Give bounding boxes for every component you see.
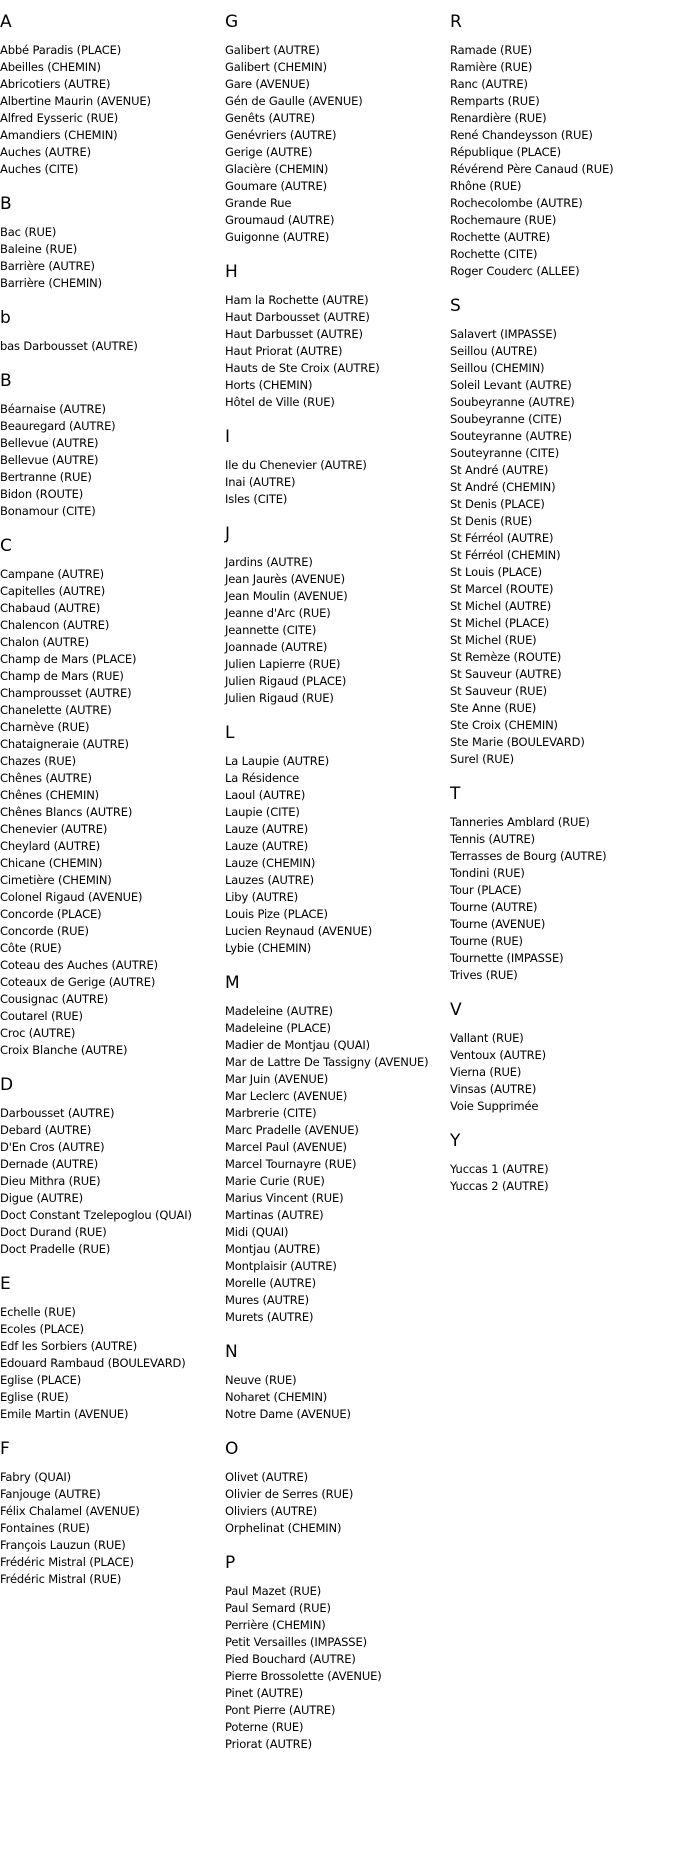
street-item: Rochette (AUTRE) — [450, 230, 551, 244]
street-item: Abricotiers (AUTRE) — [0, 77, 111, 91]
street-item: Rochette (CITE) — [450, 247, 538, 261]
street-item: Souteyranne (AUTRE) — [450, 429, 572, 443]
street-item: Madier de Montjau (QUAI) — [225, 1038, 370, 1052]
street-list — [0, 338, 222, 355]
street-item: Gerige (AUTRE) — [225, 145, 313, 159]
street-item: St Michel (PLACE) — [450, 616, 550, 630]
street-list — [225, 1469, 447, 1537]
street-item: Ile du Chenevier (AUTRE) — [225, 458, 367, 472]
street-item: Ecoles (PLACE) — [0, 1322, 84, 1336]
street-item: Roger Couderc (ALLEE) — [450, 264, 580, 278]
street-item: St Remèze (ROUTE) — [450, 650, 562, 664]
street-item: Gén de Gaulle (AVENUE) — [225, 94, 363, 108]
street-item: Coutarel (RUE) — [0, 1009, 83, 1023]
street-item: Croc (AUTRE) — [0, 1026, 76, 1040]
street-item: Champ de Mars (RUE) — [0, 669, 124, 683]
street-item: Ste Anne (RUE) — [450, 701, 537, 715]
street-item: Cimetière (CHEMIN) — [0, 873, 112, 887]
section-letter-heading: R — [450, 12, 462, 32]
street-item: St Férréol (AUTRE) — [450, 531, 554, 545]
street-item: Salavert (IMPASSE) — [450, 327, 557, 341]
street-item: Dernade (AUTRE) — [0, 1157, 99, 1171]
street-item: St Sauveur (AUTRE) — [450, 667, 562, 681]
street-item: Neuve (RUE) — [225, 1373, 297, 1387]
section-letter-heading: V — [450, 1000, 462, 1020]
street-item: Haut Darbousset (AUTRE) — [225, 310, 370, 324]
section-letter-heading: b — [0, 308, 11, 328]
street-item: Pied Bouchard (AUTRE) — [225, 1652, 356, 1666]
street-item: Doct Pradelle (RUE) — [0, 1242, 111, 1256]
street-list — [0, 566, 222, 1059]
street-item: Midi (QUAI) — [225, 1225, 289, 1239]
street-list — [0, 1469, 222, 1588]
letter-section — [0, 12, 222, 178]
street-item: Capitelles (AUTRE) — [0, 584, 106, 598]
section-letter-heading: M — [225, 973, 240, 993]
street-item: Coteau des Auches (AUTRE) — [0, 958, 158, 972]
letter-section — [225, 1439, 447, 1537]
street-item: Eglise (PLACE) — [0, 1373, 82, 1387]
street-item: Dieu Mithra (RUE) — [0, 1174, 101, 1188]
street-item: St Sauveur (RUE) — [450, 684, 547, 698]
letter-section — [450, 12, 672, 280]
street-item: Bidon (ROUTE) — [0, 487, 84, 501]
street-item: Digue (AUTRE) — [0, 1191, 83, 1205]
street-item: Baleine (RUE) — [0, 242, 78, 256]
street-item: Bonamour (CITE) — [0, 504, 96, 518]
street-list — [0, 1304, 222, 1423]
street-item: Guigonne (AUTRE) — [225, 230, 330, 244]
street-list — [450, 1030, 672, 1115]
street-item: La Résidence — [225, 771, 300, 785]
street-item: Priorat (AUTRE) — [225, 1737, 312, 1751]
street-item: Laupie (CITE) — [225, 805, 300, 819]
street-item: Montplaisir (AUTRE) — [225, 1259, 337, 1273]
street-item: Barrière (CHEMIN) — [0, 276, 102, 290]
street-item: St André (CHEMIN) — [450, 480, 556, 494]
street-item: Orphelinat (CHEMIN) — [225, 1521, 342, 1535]
street-item: Louis Pize (PLACE) — [225, 907, 328, 921]
street-item: Colonel Rigaud (AVENUE) — [0, 890, 143, 904]
street-item: Hôtel de Ville (RUE) — [225, 395, 335, 409]
street-item: Ramière (RUE) — [450, 60, 533, 74]
street-item: Edf les Sorbiers (AUTRE) — [0, 1339, 138, 1353]
street-item: Paul Semard (RUE) — [225, 1601, 331, 1615]
street-index-column-2 — [225, 0, 447, 1769]
street-item: Côte (RUE) — [0, 941, 62, 955]
section-letter-heading: C — [0, 536, 12, 556]
street-item: Groumaud (AUTRE) — [225, 213, 335, 227]
section-letter-heading: T — [450, 784, 461, 804]
letter-section — [225, 973, 447, 1326]
street-item: Pierre Brossolette (AVENUE) — [225, 1669, 382, 1683]
section-letter-heading: Y — [450, 1131, 461, 1151]
street-item: Renardière (RUE) — [450, 111, 547, 125]
letter-section — [450, 784, 672, 984]
street-item: Edouard Rambaud (BOULEVARD) — [0, 1356, 186, 1370]
street-item: Genêts (AUTRE) — [225, 111, 315, 125]
street-item: Campane (AUTRE) — [0, 567, 104, 581]
street-item: Abbé Paradis (PLACE) — [0, 43, 122, 57]
street-item: Marie Curie (RUE) — [225, 1174, 325, 1188]
street-list — [225, 292, 447, 411]
street-item: Rhône (RUE) — [450, 179, 522, 193]
street-item: Cousignac (AUTRE) — [0, 992, 109, 1006]
street-item: Liby (AUTRE) — [225, 890, 299, 904]
letter-section — [225, 723, 447, 957]
street-item: Laoul (AUTRE) — [225, 788, 306, 802]
street-item: Montjau (AUTRE) — [225, 1242, 321, 1256]
street-item: Ste Marie (BOULEVARD) — [450, 735, 585, 749]
street-list — [450, 814, 672, 984]
street-item: Chabaud (AUTRE) — [0, 601, 101, 615]
street-item: Ventoux (AUTRE) — [450, 1048, 546, 1062]
section-letter-heading: B — [0, 371, 12, 391]
street-item: Fanjouge (AUTRE) — [0, 1487, 101, 1501]
street-item: D'En Cros (AUTRE) — [0, 1140, 105, 1154]
street-list — [225, 554, 447, 707]
street-item: Gare (AVENUE) — [225, 77, 310, 91]
street-item: Chalon (AUTRE) — [0, 635, 89, 649]
street-item: Albertine Maurin (AVENUE) — [0, 94, 151, 108]
street-item: Lucien Reynaud (AVENUE) — [225, 924, 373, 938]
street-item: Perrière (CHEMIN) — [225, 1618, 326, 1632]
letter-section — [0, 536, 222, 1059]
street-list — [0, 224, 222, 292]
street-item: Barrière (AUTRE) — [0, 259, 95, 273]
street-list — [450, 326, 672, 768]
street-item: Genévriers (AUTRE) — [225, 128, 337, 142]
street-list — [225, 1372, 447, 1423]
street-list — [0, 1105, 222, 1258]
street-item: Mar Juin (AVENUE) — [225, 1072, 329, 1086]
street-item: Voie Supprimée — [450, 1099, 539, 1113]
street-item: Chênes (AUTRE) — [0, 771, 92, 785]
street-item: Madeleine (PLACE) — [225, 1021, 331, 1035]
letter-section — [450, 1131, 672, 1195]
street-item: Chicane (CHEMIN) — [0, 856, 103, 870]
street-item: Soubeyranne (CITE) — [450, 412, 562, 426]
street-item: Hauts de Ste Croix (AUTRE) — [225, 361, 380, 375]
street-item: Jeanne d'Arc (RUE) — [225, 606, 331, 620]
section-letter-heading: N — [225, 1342, 238, 1362]
street-item: Concorde (RUE) — [0, 924, 89, 938]
street-item: Julien Rigaud (PLACE) — [225, 674, 347, 688]
street-item: bas Darbousset (AUTRE) — [0, 339, 138, 353]
street-item: François Lauzun (RUE) — [0, 1538, 126, 1552]
street-item: Frédéric Mistral (PLACE) — [0, 1555, 134, 1569]
street-item: Marc Pradelle (AVENUE) — [225, 1123, 359, 1137]
street-item: Remparts (RUE) — [450, 94, 540, 108]
street-item: Rochemaure (RUE) — [450, 213, 557, 227]
street-item: Ham la Rochette (AUTRE) — [225, 293, 369, 307]
street-index-column-1 — [0, 0, 222, 1604]
letter-section — [225, 1342, 447, 1423]
street-item: Olivet (AUTRE) — [225, 1470, 308, 1484]
section-letter-heading: I — [225, 427, 231, 447]
street-item: Soleil Levant (AUTRE) — [450, 378, 572, 392]
street-item: Haut Darbusset (AUTRE) — [225, 327, 363, 341]
section-letter-heading: E — [0, 1274, 11, 1294]
street-item: Petit Versailles (IMPASSE) — [225, 1635, 367, 1649]
street-list — [225, 42, 447, 246]
street-item: Martinas (AUTRE) — [225, 1208, 324, 1222]
street-item: Soubeyranne (AUTRE) — [450, 395, 575, 409]
street-list — [225, 1583, 447, 1753]
street-item: St Michel (AUTRE) — [450, 599, 552, 613]
street-item: St Marcel (ROUTE) — [450, 582, 554, 596]
street-list — [225, 753, 447, 957]
section-letter-heading: G — [225, 12, 239, 32]
street-item: Eglise (RUE) — [0, 1390, 69, 1404]
street-list — [0, 42, 222, 178]
street-item: Lauzes (AUTRE) — [225, 873, 314, 887]
street-item: Lauze (AUTRE) — [225, 839, 309, 853]
street-item: Noharet (CHEMIN) — [225, 1390, 328, 1404]
street-item: Auches (AUTRE) — [0, 145, 91, 159]
letter-section — [450, 1000, 672, 1115]
letter-section — [0, 1274, 222, 1423]
section-letter-heading: J — [225, 524, 231, 544]
street-item: Ranc (AUTRE) — [450, 77, 528, 91]
street-item: Trives (RUE) — [450, 968, 518, 982]
street-item: Joannade (AUTRE) — [225, 640, 328, 654]
street-item: Seillou (CHEMIN) — [450, 361, 545, 375]
street-item: Doct Durand (RUE) — [0, 1225, 107, 1239]
street-item: Fontaines (RUE) — [0, 1521, 90, 1535]
street-item: Debard (AUTRE) — [0, 1123, 92, 1137]
street-item: Tondini (RUE) — [450, 866, 525, 880]
street-item: Chalencon (AUTRE) — [0, 618, 110, 632]
street-item: Jeannette (CITE) — [225, 623, 317, 637]
street-item: Terrasses de Bourg (AUTRE) — [450, 849, 607, 863]
letter-section — [0, 371, 222, 520]
section-letter-heading: A — [0, 12, 12, 32]
street-item: Tanneries Amblard (RUE) — [450, 815, 590, 829]
street-item: Tennis (AUTRE) — [450, 832, 536, 846]
street-item: Julien Lapierre (RUE) — [225, 657, 341, 671]
street-list — [225, 457, 447, 508]
street-item: Révérend Père Canaud (RUE) — [450, 162, 614, 176]
street-item: Darbousset (AUTRE) — [0, 1106, 115, 1120]
street-item: St Denis (PLACE) — [450, 497, 545, 511]
letter-section — [225, 1553, 447, 1753]
street-item: Galibert (CHEMIN) — [225, 60, 327, 74]
street-item: Ramade (RUE) — [450, 43, 532, 57]
section-letter-heading: O — [225, 1439, 239, 1459]
street-item: Chênes Blancs (AUTRE) — [0, 805, 133, 819]
street-item: Vinsas (AUTRE) — [450, 1082, 537, 1096]
street-item: Jean Jaurès (AVENUE) — [225, 572, 345, 586]
street-item: Oliviers (AUTRE) — [225, 1504, 318, 1518]
street-item: Madeleine (AUTRE) — [225, 1004, 333, 1018]
street-item: Charnève (RUE) — [0, 720, 90, 734]
street-item: Tourne (RUE) — [450, 934, 523, 948]
street-item: Yuccas 1 (AUTRE) — [450, 1162, 549, 1176]
street-item: Lauze (CHEMIN) — [225, 856, 316, 870]
letter-section — [0, 308, 222, 355]
street-item: Haut Priorat (AUTRE) — [225, 344, 343, 358]
street-item: Bertranne (RUE) — [0, 470, 92, 484]
street-item: Jean Moulin (AVENUE) — [225, 589, 348, 603]
street-item: Chenevier (AUTRE) — [0, 822, 108, 836]
street-item: Galibert (AUTRE) — [225, 43, 320, 57]
letter-section — [0, 194, 222, 292]
street-item: Bac (RUE) — [0, 225, 57, 239]
street-item: Glacière (CHEMIN) — [225, 162, 329, 176]
section-letter-heading: P — [225, 1553, 236, 1573]
street-list — [450, 1161, 672, 1195]
street-item: Seillou (AUTRE) — [450, 344, 538, 358]
street-item: Coteaux de Gerige (AUTRE) — [0, 975, 156, 989]
street-item: La Laupie (AUTRE) — [225, 754, 330, 768]
letter-section — [225, 262, 447, 411]
street-index-column-3 — [450, 0, 672, 1211]
street-item: Morelle (AUTRE) — [225, 1276, 316, 1290]
street-item: Alfred Eysseric (RUE) — [0, 111, 119, 125]
street-item: Yuccas 2 (AUTRE) — [450, 1179, 549, 1193]
street-item: Goumare (AUTRE) — [225, 179, 327, 193]
street-item: Doct Constant Tzelepoglou (QUAI) — [0, 1208, 192, 1222]
letter-section — [225, 524, 447, 707]
section-letter-heading: F — [0, 1439, 10, 1459]
section-letter-heading: L — [225, 723, 235, 743]
street-item: Cheylard (AUTRE) — [0, 839, 101, 853]
street-item: Bellevue (AUTRE) — [0, 436, 99, 450]
street-item: Lybie (CHEMIN) — [225, 941, 312, 955]
street-item: Tour (PLACE) — [450, 883, 522, 897]
street-item: Pont Pierre (AUTRE) — [225, 1703, 336, 1717]
street-item: Mar de Lattre De Tassigny (AVENUE) — [225, 1055, 429, 1069]
street-item: Félix Chalamel (AVENUE) — [0, 1504, 140, 1518]
street-item: St Denis (RUE) — [450, 514, 533, 528]
street-item: Lauze (AUTRE) — [225, 822, 309, 836]
letter-section — [0, 1075, 222, 1258]
street-item: Chanelette (AUTRE) — [0, 703, 112, 717]
street-item: Frédéric Mistral (RUE) — [0, 1572, 122, 1586]
street-item: Abeilles (CHEMIN) — [0, 60, 101, 74]
street-item: Mar Leclerc (AVENUE) — [225, 1089, 348, 1103]
street-item: Marius Vincent (RUE) — [225, 1191, 344, 1205]
street-item: Souteyranne (CITE) — [450, 446, 560, 460]
street-item: Chazes (RUE) — [0, 754, 76, 768]
street-item: Isles (CITE) — [225, 492, 288, 506]
section-letter-heading: D — [0, 1075, 14, 1095]
street-item: St André (AUTRE) — [450, 463, 549, 477]
section-letter-heading: H — [225, 262, 238, 282]
street-item: Croix Blanche (AUTRE) — [0, 1043, 128, 1057]
street-item: Mures (AUTRE) — [225, 1293, 309, 1307]
street-item: Chênes (CHEMIN) — [0, 788, 99, 802]
street-item: Bellevue (AUTRE) — [0, 453, 99, 467]
street-item: Horts (CHEMIN) — [225, 378, 313, 392]
street-item: Grande Rue — [225, 196, 292, 210]
street-item: Tournette (IMPASSE) — [450, 951, 564, 965]
street-item: Paul Mazet (RUE) — [225, 1584, 322, 1598]
street-item: Inai (AUTRE) — [225, 475, 296, 489]
street-item: Marcel Paul (AVENUE) — [225, 1140, 347, 1154]
street-list — [0, 401, 222, 520]
street-item: République (PLACE) — [450, 145, 561, 159]
street-item: Echelle (RUE) — [0, 1305, 76, 1319]
street-item: Rochecolombe (AUTRE) — [450, 196, 583, 210]
street-item: Béarnaise (AUTRE) — [0, 402, 106, 416]
street-item: Beauregard (AUTRE) — [0, 419, 116, 433]
street-item: St Michel (RUE) — [450, 633, 537, 647]
street-item: Ste Croix (CHEMIN) — [450, 718, 558, 732]
letter-section — [225, 427, 447, 508]
section-letter-heading: B — [0, 194, 12, 214]
street-item: St Férréol (CHEMIN) — [450, 548, 561, 562]
street-item: Pinet (AUTRE) — [225, 1686, 303, 1700]
street-item: Marcel Tournayre (RUE) — [225, 1157, 357, 1171]
street-item: Champ de Mars (PLACE) — [0, 652, 137, 666]
street-item: Champrousset (AUTRE) — [0, 686, 132, 700]
street-item: Concorde (PLACE) — [0, 907, 102, 921]
letter-section — [225, 12, 447, 246]
street-item: Olivier de Serres (RUE) — [225, 1487, 354, 1501]
street-item: Julien Rigaud (RUE) — [225, 691, 334, 705]
street-item: Auches (CITE) — [0, 162, 79, 176]
street-item: Tourne (AUTRE) — [450, 900, 538, 914]
street-item: Jardins (AUTRE) — [225, 555, 313, 569]
street-item: René Chandeysson (RUE) — [450, 128, 593, 142]
street-item: Amandiers (CHEMIN) — [0, 128, 118, 142]
letter-section — [450, 296, 672, 768]
street-item: Surel (RUE) — [450, 752, 514, 766]
street-item: Vierna (RUE) — [450, 1065, 522, 1079]
street-item: Fabry (QUAI) — [0, 1470, 71, 1484]
street-item: Poterne (RUE) — [225, 1720, 304, 1734]
street-item: Marbrerie (CITE) — [225, 1106, 317, 1120]
street-item: Tourne (AVENUE) — [450, 917, 546, 931]
street-list — [225, 1003, 447, 1326]
street-item: Emile Martin (AVENUE) — [0, 1407, 129, 1421]
street-item: Chataigneraie (AUTRE) — [0, 737, 129, 751]
section-letter-heading: S — [450, 296, 461, 316]
street-list — [450, 42, 672, 280]
street-item: Notre Dame (AVENUE) — [225, 1407, 351, 1421]
street-item: Vallant (RUE) — [450, 1031, 524, 1045]
street-item: Murets (AUTRE) — [225, 1310, 314, 1324]
letter-section — [0, 1439, 222, 1588]
street-item: St Louis (PLACE) — [450, 565, 542, 579]
